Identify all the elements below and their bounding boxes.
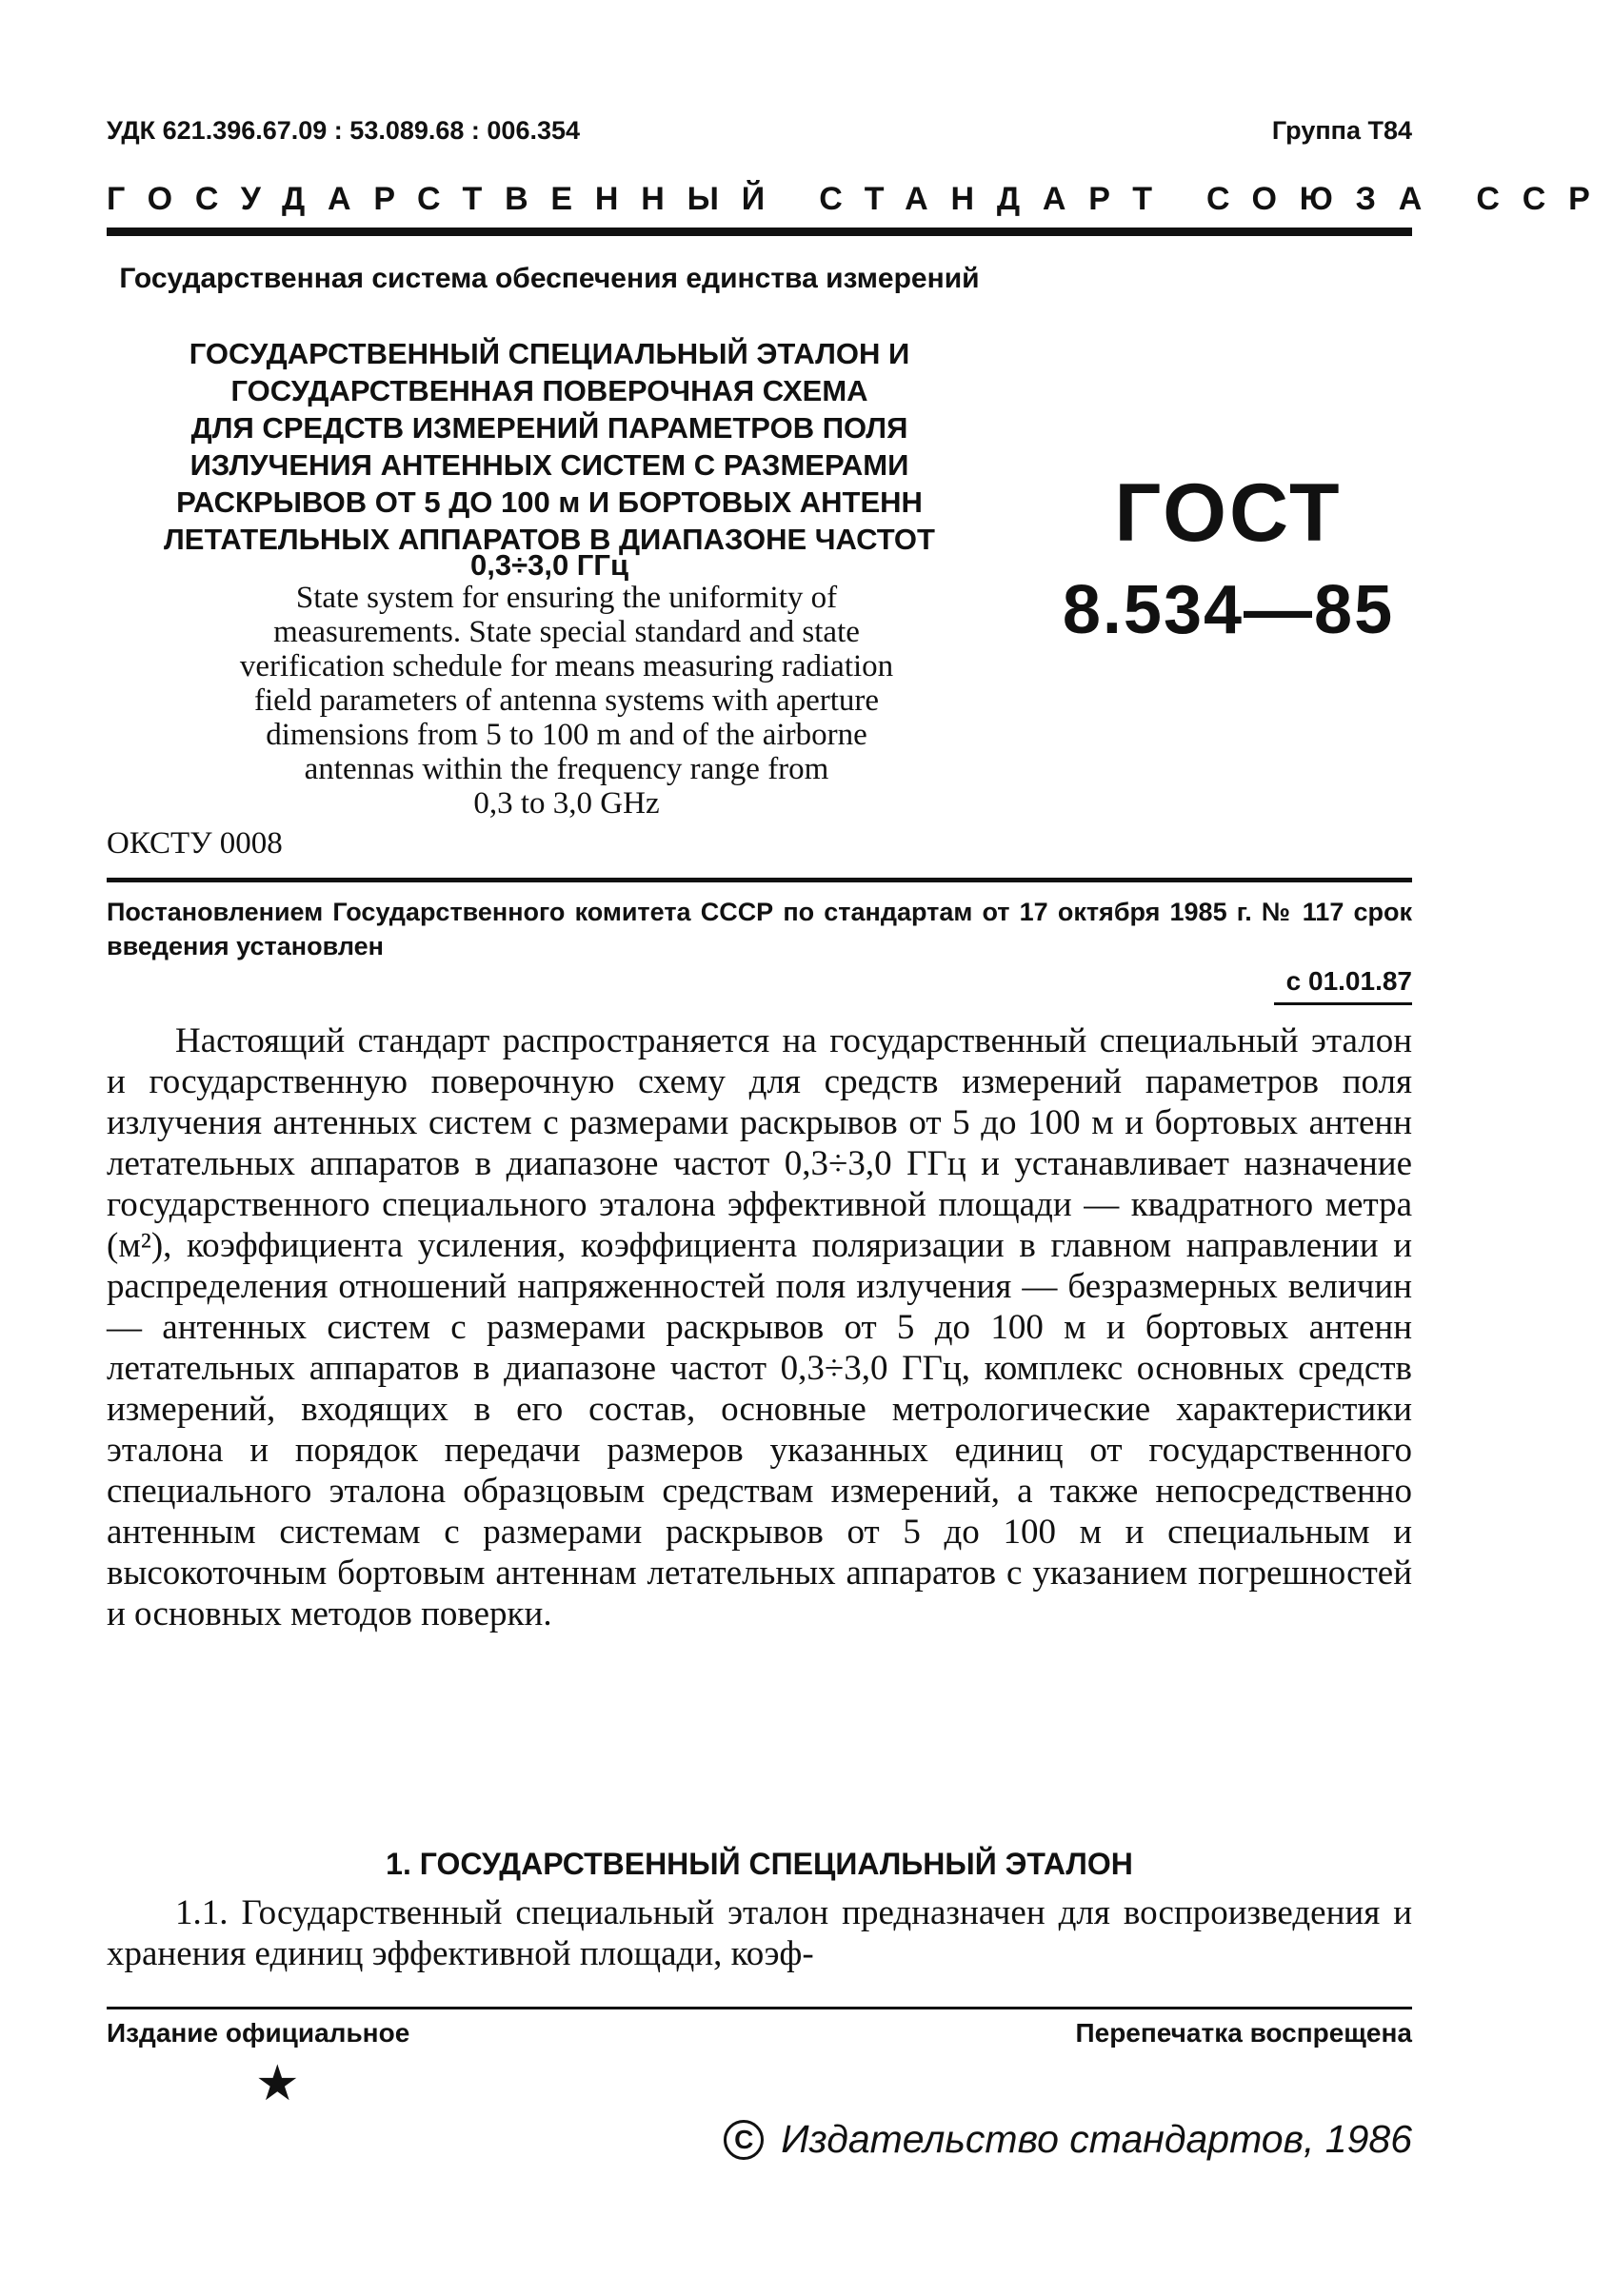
date-underline <box>1274 1002 1412 1005</box>
edition-note: Издание официальное <box>107 2018 410 2048</box>
section-title: 1. ГОСУДАРСТВЕННЫЙ СПЕЦИАЛЬНЫЙ ЭТАЛОН <box>386 1847 1133 1881</box>
gost-number: 8.534—85 <box>1062 572 1395 648</box>
copyright-line <box>724 2117 1412 2162</box>
gost-label: ГОСТ <box>1114 467 1343 559</box>
standard-banner: ГОСУДАРСТВЕННЫЙ СТАНДАРТ СОЮЗА ССР <box>107 181 1613 217</box>
document-title: ГОСУДАРСТВЕННЫЙ СПЕЦИАЛЬНЫЙ ЭТАЛОН И ГОСУДАРСТВЕННАЯ ПОВЕРОЧНАЯ СХЕМА ДЛЯ СРЕДСТВ ИЗМЕРЕНИЙ ПАРАМЕТРОВ ПОЛЯ ИЗЛУЧЕНИЯ АНТЕННЫХ СИСТЕМ С РАЗМЕРАМИ РАСКРЫВОВ ОТ 5 ДО 100 м И БОРТОВЫХ АНТЕНН ЛЕТАТЕЛЬНЫХ АППАРАТОВ В ДИАПАЗОНЕ ЧАСТОТ <box>164 337 935 556</box>
star-icon: ★ <box>255 2057 300 2111</box>
group-code: Группа Т84 <box>1271 116 1412 145</box>
clause-paragraph: 1.1. Государственный специальный эталон предназначен для воспроизведения и хранения единиц эффективной площади, коэф- <box>107 1893 1412 1973</box>
decree-text: Постановлением Государственного комитета СССР по стандартам от 17 октября 1985 г. № 117 срок введения установлен <box>107 898 1412 960</box>
english-title: State system for ensuring the uniformity of measurements. State special standard and state verification schedule for means measuring radiation field parameters of antenna systems with aperture dimensions from 5 to 100 m and of the airborne antennas within the frequency range from 0,3 to 3,0 GHz <box>239 581 894 821</box>
okstu-code: ОКСТУ 0008 <box>107 826 283 861</box>
publisher-name: Издательство стандартов, 1986 <box>781 2117 1412 2161</box>
top-rule <box>107 228 1412 236</box>
footer-rule <box>107 2007 1412 2009</box>
udk-code: УДК 621.396.67.09 : 53.089.68 : 006.354 <box>107 116 581 145</box>
effective-date: с 01.01.87 <box>1285 966 1412 996</box>
frequency-range: 0,3÷3,0 ГГц <box>469 548 629 582</box>
intro-paragraph: Настоящий стандарт распространяется на государственный специальный эталон и государственную поверочную схему для средств измерений параметров поля излучения антенных систем с размерами раскрывов от 5 до 100 м и бортовых антенн летательных аппаратов в диапазоне частот 0,3÷3,0 ГГц и устанавливает назначение государственного специального эталона эффективной площади — квадратного метра (м²), коэффициента усиления, коэффициента поляризации в главном направлении и распределения отношений напряженностей поля излучения — безразмерных величин — антенных систем с размерами раскрывов от 5 до 100 м и бортовых антенн летательных аппаратов в диапазоне частот 0,3÷3,0 ГГц, комплекс основных средств измерений, входящих в его состав, основные метрологические характеристики эталона и порядок передачи размеров указанных единиц от государственного специального эталона образцовым средствам измерений, а также непосредственно антенным системам с размерами раскрывов от 5 до 100 м и специальным и высокоточным бортовым антеннам летательных аппаратов с указанием погрешностей и основных методов поверки. <box>107 1021 1412 1633</box>
reprint-note: Перепечатка воспрещена <box>1075 2018 1412 2048</box>
copyright-icon: C <box>724 2120 764 2160</box>
middle-rule <box>107 878 1412 882</box>
system-name: Государственная система обеспечения единства измерений <box>119 263 980 294</box>
